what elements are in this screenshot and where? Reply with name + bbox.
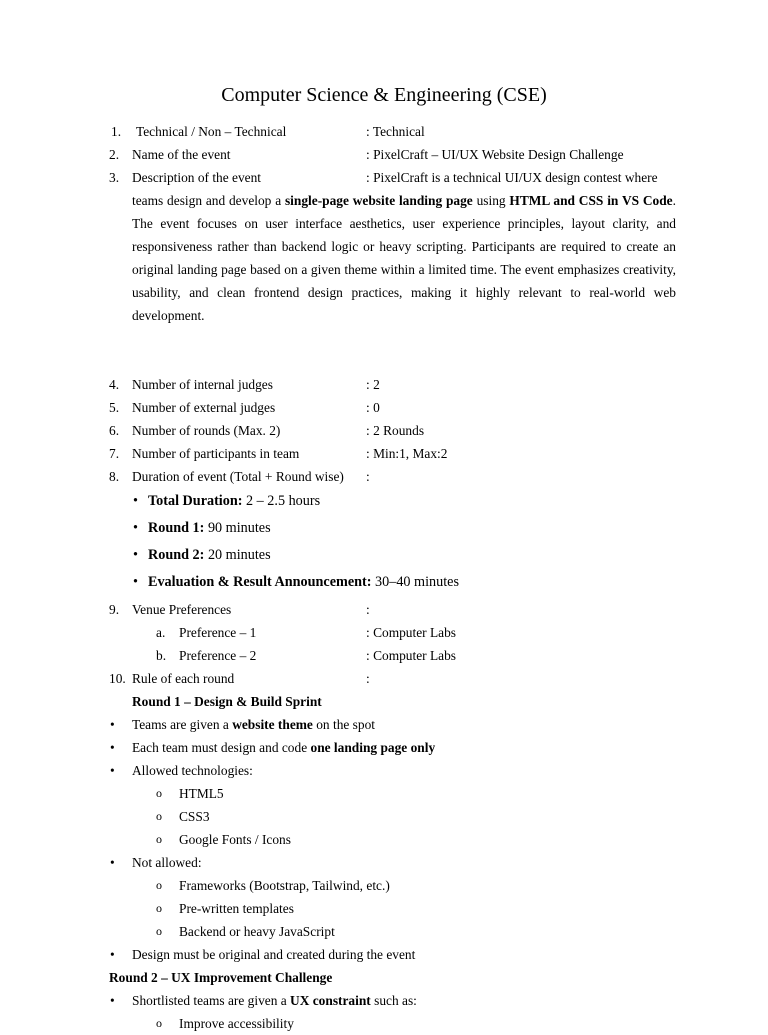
- item-number: 2.: [109, 147, 120, 162]
- item-number: 3.: [109, 170, 120, 185]
- item-number: 7.: [109, 446, 120, 461]
- circle-bullet-icon: o: [156, 878, 162, 892]
- circle-bullet-icon: o: [156, 1016, 162, 1030]
- round-2-rule-constraint: • Shortlisted teams are given a UX constraint such as:: [0, 989, 768, 1012]
- bullet-icon: •: [133, 493, 138, 509]
- item-value: : Computer Labs: [366, 625, 457, 640]
- item-venue: [0, 598, 768, 621]
- round-1-rule-theme: • Teams are given a website theme on the spot: [0, 713, 768, 736]
- round-1-not-allowed: • Not allowed:: [0, 851, 768, 874]
- round-1-heading: Round 1 – Design & Build Sprint: [132, 694, 322, 709]
- item-description: [0, 166, 768, 373]
- item-number: 9.: [109, 602, 120, 617]
- venue-preference-2: [0, 644, 768, 667]
- bullet-icon: •: [133, 520, 138, 536]
- item-value: : 2: [366, 377, 380, 392]
- duration-round-2: • Round 2: 20 minutes: [0, 544, 768, 571]
- item-label: Technical / Non – Technical: [136, 124, 287, 139]
- item-number: 1.: [111, 124, 122, 139]
- item-type: [0, 120, 768, 143]
- item-value: :: [366, 602, 370, 617]
- bullet-icon: •: [110, 855, 115, 870]
- bullet-icon: •: [133, 574, 138, 590]
- bullet-icon: •: [110, 763, 115, 778]
- item-letter: b.: [156, 648, 167, 663]
- item-event-name: [0, 143, 768, 166]
- item-value: : PixelCraft – UI/UX Website Design Challenge: [366, 147, 624, 162]
- event-details: [0, 120, 768, 1035]
- allowed-item: o HTML5: [0, 782, 768, 805]
- item-value: : Technical: [366, 124, 425, 139]
- bullet-icon: •: [110, 717, 115, 732]
- item-rounds: [0, 419, 768, 442]
- item-value: :: [366, 671, 370, 686]
- item-label: Description of the event: [132, 170, 262, 185]
- bullet-icon: •: [110, 740, 115, 755]
- duration-total: • Total Duration: 2 – 2.5 hours: [0, 490, 768, 517]
- item-label: Number of rounds (Max. 2): [132, 423, 281, 438]
- item-number: 10.: [109, 671, 126, 686]
- circle-bullet-icon: o: [156, 924, 162, 938]
- circle-bullet-icon: o: [156, 901, 162, 915]
- item-label: Preference – 1: [179, 625, 257, 640]
- round-2-item: o Improve accessibility: [0, 1012, 768, 1035]
- duration-round-1: • Round 1: 90 minutes: [0, 517, 768, 544]
- item-label: Number of internal judges: [132, 377, 273, 392]
- item-label: Venue Preferences: [132, 602, 232, 617]
- item-label: Name of the event: [132, 147, 231, 162]
- bullet-icon: •: [110, 993, 115, 1008]
- allowed-item: o CSS3: [0, 805, 768, 828]
- item-label: Number of participants in team: [132, 446, 300, 461]
- round-1-rule-original: • Design must be original and created during the event: [0, 943, 768, 966]
- item-label: Number of external judges: [132, 400, 276, 415]
- item-value: : Computer Labs: [366, 648, 457, 663]
- item-value: :: [366, 469, 370, 484]
- item-label: Rule of each round: [132, 671, 235, 686]
- circle-bullet-icon: o: [156, 832, 162, 846]
- not-allowed-item: o Pre-written templates: [0, 897, 768, 920]
- item-duration: [0, 465, 768, 488]
- item-label: Duration of event (Total + Round wise): [132, 469, 344, 484]
- item-number: 8.: [109, 469, 120, 484]
- not-allowed-item: o Frameworks (Bootstrap, Tailwind, etc.): [0, 874, 768, 897]
- round-1-rule-one-page: • Each team must design and code one landing page only: [0, 736, 768, 759]
- item-value: : 0: [366, 400, 380, 415]
- description-text: teams design and develop a single-page website landing page using HTML and CSS in VS Code. The event focuses on user interface aesthetics, user experience principles, layout clarity, and responsiveness rather than backend logic or heavy scripting. Participants are required to create an original landing page based on a given theme within a limited time. The event emphasizes creativity, usability, and clean frontend design practices, making it highly relevant to real-world web development.: [132, 193, 676, 323]
- duration-evaluation: • Evaluation & Result Announcement: 30–40 minutes: [0, 571, 768, 598]
- round-1-allowed: • Allowed technologies:: [0, 759, 768, 782]
- item-number: 4.: [109, 377, 120, 392]
- item-rules: [0, 667, 768, 690]
- item-value: : Min:1, Max:2: [366, 446, 448, 461]
- circle-bullet-icon: o: [156, 809, 162, 823]
- item-value: : 2 Rounds: [366, 423, 425, 438]
- item-external-judges: [0, 396, 768, 419]
- bullet-icon: •: [110, 947, 115, 962]
- round-2-heading: Round 2 – UX Improvement Challenge: [109, 970, 333, 985]
- page-title: Computer Science & Engineering (CSE): [221, 84, 547, 106]
- circle-bullet-icon: o: [156, 786, 162, 800]
- item-value: : PixelCraft is a technical UI/UX design contest where: [366, 170, 658, 185]
- venue-preference-1: [0, 621, 768, 644]
- item-label: Preference – 2: [179, 648, 257, 663]
- item-number: 5.: [109, 400, 120, 415]
- item-number: 6.: [109, 423, 120, 438]
- allowed-item: o Google Fonts / Icons: [0, 828, 768, 851]
- not-allowed-item: o Backend or heavy JavaScript: [0, 920, 768, 943]
- bullet-icon: •: [133, 547, 138, 563]
- item-participants: [0, 442, 768, 465]
- item-internal-judges: [0, 373, 768, 396]
- item-letter: a.: [156, 625, 166, 640]
